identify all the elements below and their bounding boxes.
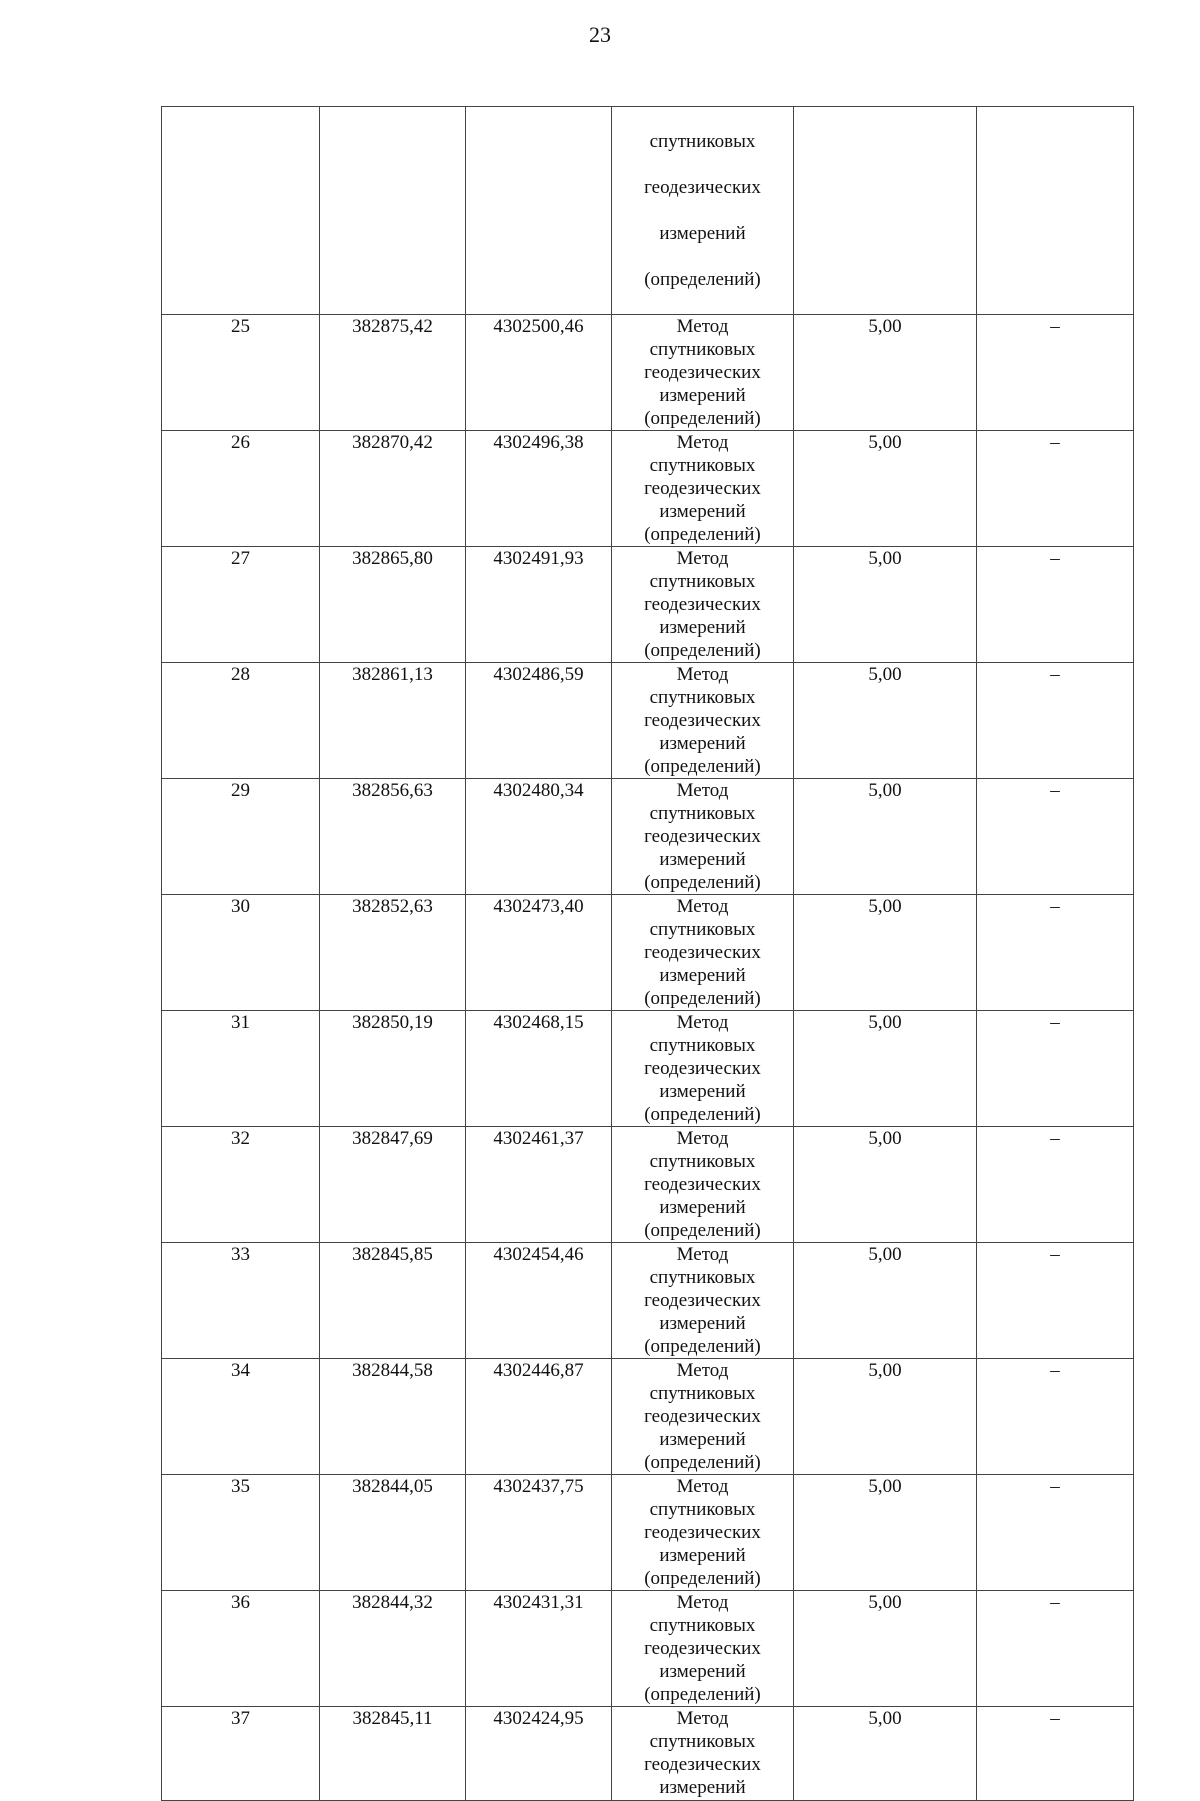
note-cell: – <box>977 1475 1134 1591</box>
accuracy-cell: 5,00 <box>794 1475 977 1591</box>
note-cell: – <box>977 1127 1134 1243</box>
x-coordinate-cell: 382870,42 <box>320 431 466 547</box>
y-coordinate-cell: 4302461,37 <box>466 1127 612 1243</box>
table-row <box>162 1591 1134 1707</box>
table-row <box>162 431 1134 547</box>
accuracy-cell: 5,00 <box>794 1359 977 1475</box>
method-cell <box>612 1591 794 1707</box>
method-line: измерений <box>659 733 746 754</box>
table-row <box>162 1243 1134 1359</box>
method-cell <box>612 1707 794 1801</box>
method-line: геодезических <box>644 710 761 731</box>
point-number-cell: 37 <box>162 1707 320 1801</box>
coordinates-table <box>161 106 1134 1801</box>
table-row <box>162 1127 1134 1243</box>
method-line: геодезических <box>644 478 761 499</box>
method-line: геодезических <box>644 1754 761 1775</box>
x-coordinate-cell: 382844,05 <box>320 1475 466 1591</box>
method-line: спутниковых <box>649 339 756 360</box>
method-cell <box>612 1127 794 1243</box>
y-coordinate-cell: 4302437,75 <box>466 1475 612 1591</box>
method-line: Метод <box>676 1244 729 1265</box>
method-line: спутниковых <box>649 1035 756 1056</box>
accuracy-cell: 5,00 <box>794 1707 977 1801</box>
method-line: геодезических <box>644 594 761 615</box>
note-cell: – <box>977 1011 1134 1127</box>
method-line: геодезических <box>644 1406 761 1427</box>
table-row <box>162 547 1134 663</box>
method-line: геодезических <box>644 1522 761 1543</box>
point-number-cell: 26 <box>162 431 320 547</box>
method-line: геодезических <box>644 1174 761 1195</box>
method-line: измерений <box>659 1429 746 1450</box>
x-coordinate-cell: 382847,69 <box>320 1127 466 1243</box>
method-line: измерений <box>659 501 746 522</box>
method-line: (определений) <box>644 524 761 545</box>
method-line: геодезических <box>644 1638 761 1659</box>
x-coordinate-cell: 382844,32 <box>320 1591 466 1707</box>
table-row <box>162 315 1134 431</box>
method-line: геодезических <box>644 826 761 847</box>
table-row <box>162 895 1134 1011</box>
note-cell: – <box>977 431 1134 547</box>
x-coordinate-cell: 382861,13 <box>320 663 466 779</box>
method-line: спутниковых <box>649 131 756 152</box>
method-line: (определений) <box>644 269 761 290</box>
method-line: геодезических <box>644 1290 761 1311</box>
y-coordinate-cell: 4302496,38 <box>466 431 612 547</box>
point-number-cell: 34 <box>162 1359 320 1475</box>
note-cell: – <box>977 1359 1134 1475</box>
table-row <box>162 1011 1134 1127</box>
y-coordinate-cell: 4302491,93 <box>466 547 612 663</box>
method-line: измерений <box>659 1661 746 1682</box>
method-line: Метод <box>676 1128 729 1149</box>
method-line: (определений) <box>644 1684 761 1705</box>
point-number-cell: 30 <box>162 895 320 1011</box>
method-cell <box>612 315 794 431</box>
method-line: спутниковых <box>649 571 756 592</box>
point-number-cell: 32 <box>162 1127 320 1243</box>
y-coordinate-cell: 4302480,34 <box>466 779 612 895</box>
table-row <box>162 1707 1134 1801</box>
y-coordinate-cell: 4302468,15 <box>466 1011 612 1127</box>
method-line: измерений <box>659 223 746 244</box>
method-line: измерений <box>659 1777 746 1798</box>
note-cell: – <box>977 895 1134 1011</box>
method-line: Метод <box>676 1360 729 1381</box>
method-line: (определений) <box>644 1336 761 1357</box>
method-line: спутниковых <box>649 1383 756 1404</box>
method-line: спутниковых <box>649 1615 756 1636</box>
method-cell <box>612 779 794 895</box>
method-line: Метод <box>676 316 729 337</box>
method-cell <box>612 431 794 547</box>
method-cell <box>612 547 794 663</box>
x-coordinate-cell <box>320 107 466 315</box>
note-cell: – <box>977 663 1134 779</box>
note-cell: – <box>977 1243 1134 1359</box>
point-number-cell: 27 <box>162 547 320 663</box>
method-line: Метод <box>676 432 729 453</box>
method-line: (определений) <box>644 640 761 661</box>
point-number-cell: 25 <box>162 315 320 431</box>
method-line: (определений) <box>644 408 761 429</box>
method-line: геодезических <box>644 1058 761 1079</box>
method-line: геодезических <box>644 362 761 383</box>
table-row <box>162 779 1134 895</box>
x-coordinate-cell: 382856,63 <box>320 779 466 895</box>
method-cell <box>612 895 794 1011</box>
method-line: Метод <box>676 664 729 685</box>
point-number-cell: 33 <box>162 1243 320 1359</box>
continuation-row <box>162 107 1134 315</box>
method-cell <box>612 1359 794 1475</box>
method-line: геодезических <box>644 177 761 198</box>
x-coordinate-cell: 382845,85 <box>320 1243 466 1359</box>
table-row <box>162 663 1134 779</box>
accuracy-cell: 5,00 <box>794 431 977 547</box>
point-number-cell: 29 <box>162 779 320 895</box>
accuracy-cell: 5,00 <box>794 547 977 663</box>
note-cell: – <box>977 315 1134 431</box>
page-number: 23 <box>589 22 611 47</box>
method-cell <box>612 1243 794 1359</box>
accuracy-cell: 5,00 <box>794 1243 977 1359</box>
method-line: измерений <box>659 617 746 638</box>
method-line: Метод <box>676 548 729 569</box>
y-coordinate-cell: 4302500,46 <box>466 315 612 431</box>
method-line: геодезических <box>644 942 761 963</box>
y-coordinate-cell <box>466 107 612 315</box>
note-cell: – <box>977 1591 1134 1707</box>
table-row <box>162 1359 1134 1475</box>
method-line: (определений) <box>644 756 761 777</box>
point-number-cell: 36 <box>162 1591 320 1707</box>
method-line: измерений <box>659 1081 746 1102</box>
accuracy-cell: 5,00 <box>794 1011 977 1127</box>
method-line: (определений) <box>644 1104 761 1125</box>
method-line: спутниковых <box>649 687 756 708</box>
method-line: измерений <box>659 965 746 986</box>
method-line: спутниковых <box>649 919 756 940</box>
accuracy-cell: 5,00 <box>794 1127 977 1243</box>
note-cell <box>977 107 1134 315</box>
method-line: спутниковых <box>649 1499 756 1520</box>
method-line: измерений <box>659 1545 746 1566</box>
x-coordinate-cell: 382852,63 <box>320 895 466 1011</box>
method-line: спутниковых <box>649 803 756 824</box>
note-cell: – <box>977 1707 1134 1801</box>
method-line: Метод <box>676 780 729 801</box>
accuracy-cell: 5,00 <box>794 779 977 895</box>
method-line: Метод <box>676 1592 729 1613</box>
method-cell <box>612 1475 794 1591</box>
accuracy-cell <box>794 107 977 315</box>
table-row <box>162 1475 1134 1591</box>
method-line: Метод <box>676 1476 729 1497</box>
method-line: измерений <box>659 1197 746 1218</box>
method-cell <box>612 663 794 779</box>
method-line: измерений <box>659 385 746 406</box>
x-coordinate-cell: 382865,80 <box>320 547 466 663</box>
note-cell: – <box>977 779 1134 895</box>
method-line: (определений) <box>644 872 761 893</box>
method-line: Метод <box>676 1708 729 1729</box>
method-line: (определений) <box>644 1220 761 1241</box>
coordinates-table-body <box>162 107 1134 1801</box>
method-line: спутниковых <box>649 455 756 476</box>
y-coordinate-cell: 4302431,31 <box>466 1591 612 1707</box>
accuracy-cell: 5,00 <box>794 895 977 1011</box>
point-number-cell: 31 <box>162 1011 320 1127</box>
method-cell <box>612 107 794 315</box>
y-coordinate-cell: 4302486,59 <box>466 663 612 779</box>
point-number-cell: 35 <box>162 1475 320 1591</box>
method-line: спутниковых <box>649 1151 756 1172</box>
x-coordinate-cell: 382850,19 <box>320 1011 466 1127</box>
method-line: (определений) <box>644 988 761 1009</box>
method-cell <box>612 1011 794 1127</box>
method-line: Метод <box>676 896 729 917</box>
method-line: (определений) <box>644 1452 761 1473</box>
accuracy-cell: 5,00 <box>794 1591 977 1707</box>
x-coordinate-cell: 382845,11 <box>320 1707 466 1801</box>
x-coordinate-cell: 382875,42 <box>320 315 466 431</box>
method-line: спутниковых <box>649 1731 756 1752</box>
y-coordinate-cell: 4302473,40 <box>466 895 612 1011</box>
point-number-cell: 28 <box>162 663 320 779</box>
y-coordinate-cell: 4302446,87 <box>466 1359 612 1475</box>
method-line: спутниковых <box>649 1267 756 1288</box>
x-coordinate-cell: 382844,58 <box>320 1359 466 1475</box>
note-cell: – <box>977 547 1134 663</box>
point-number-cell <box>162 107 320 315</box>
method-line: (определений) <box>644 1568 761 1589</box>
accuracy-cell: 5,00 <box>794 663 977 779</box>
method-line: Метод <box>676 1012 729 1033</box>
y-coordinate-cell: 4302424,95 <box>466 1707 612 1801</box>
method-line: измерений <box>659 1313 746 1334</box>
method-line: измерений <box>659 849 746 870</box>
accuracy-cell: 5,00 <box>794 315 977 431</box>
y-coordinate-cell: 4302454,46 <box>466 1243 612 1359</box>
